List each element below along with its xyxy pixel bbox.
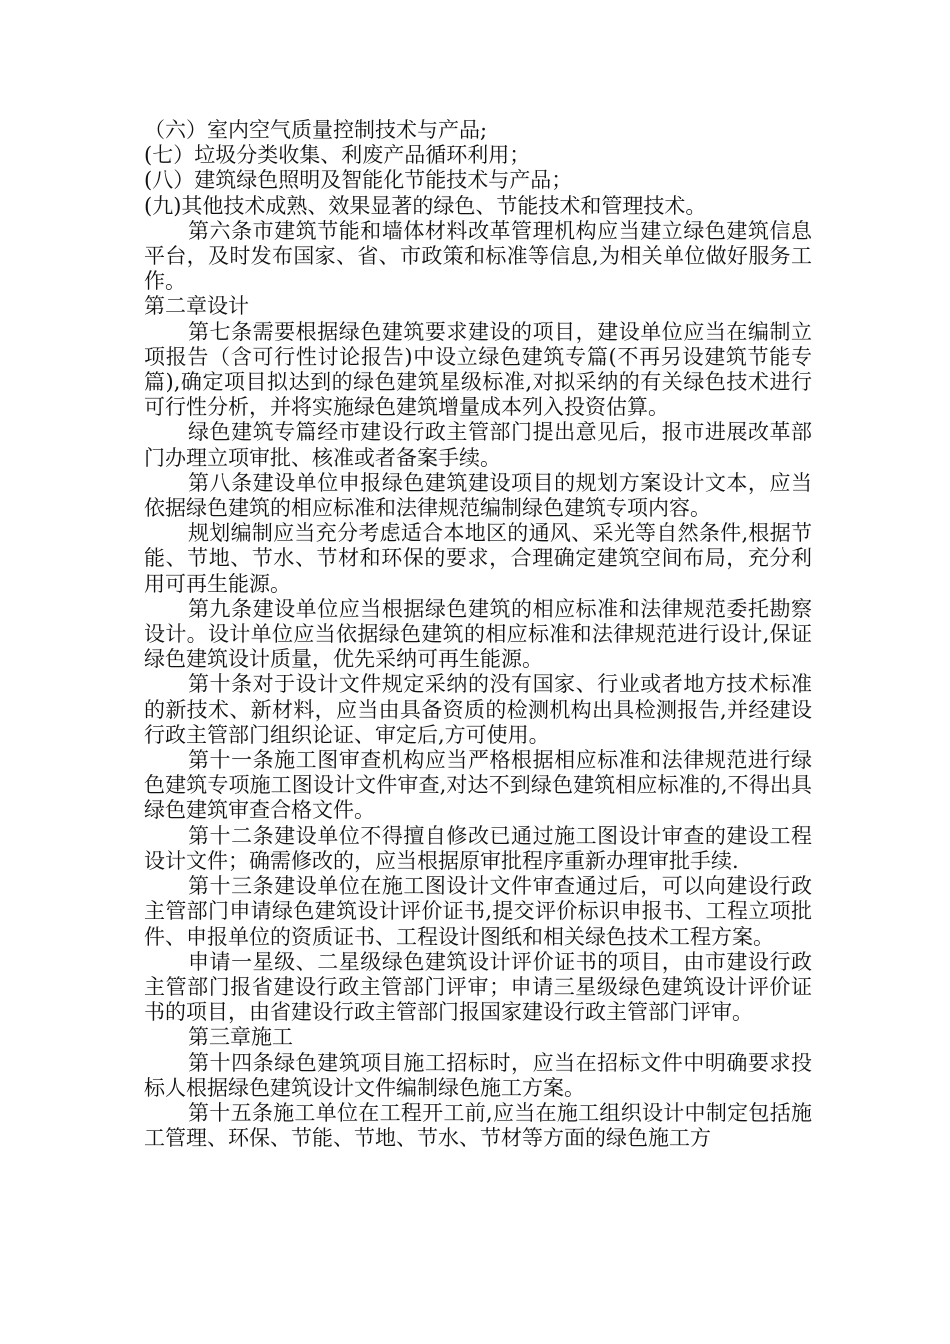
article-11: 第十一条施工图审查机构应当严格根据相应标准和法律规范进行绿色建筑专项施工图设计文件审查,对达不到绿色建筑相应标准的,不得出具绿色建筑审查合格文件。 xyxy=(144,748,812,823)
paragraph: (八）建筑绿色照明及智能化节能技术与产品； xyxy=(144,168,573,193)
paragraph: (七）垃圾分类收集、利废产品循环利用； xyxy=(144,143,531,168)
paragraph: 绿色建筑专篇经市建设行政主管部门提出意见后，报市进展改革部门办理立项审批、核准或者备案手续。 xyxy=(144,420,812,470)
article-8: 第八条建设单位申报绿色建筑建设项目的规划方案设计文本，应当依据绿色建筑的相应标准和法律规范编制绿色建筑专项内容。 xyxy=(144,470,812,521)
paragraph: （六）室内空气质量控制技术与产品; xyxy=(144,118,488,142)
document-body xyxy=(144,118,812,1151)
paragraph: 规划编制应当充分考虑适合本地区的通风、采光等自然条件,根据节能、节地、节水、节材和环保的要求，合理确定建筑空间布局，充分利用可再生能源。 xyxy=(144,521,812,596)
article-10: 第十条对于设计文件规定采纳的没有国家、行业或者地方技术标准的新技术、新材料，应当由具备资质的检测机构出具检测报告,并经建设行政主管部门组织论证、审定后,方可使用。 xyxy=(144,672,812,747)
article-7: 第七条需要根据绿色建筑要求建设的项目，建设单位应当在编制立项报告（含可行性讨论报告)中设立绿色建筑专篇(不再另设建筑节能专篇),确定项目拟达到的绿色建筑星级标准,对拟采纳的有关绿色技术进行可行性分析，并将实施绿色建筑增量成本列入投资估算。 xyxy=(144,319,812,420)
article-14: 第十四条绿色建筑项目施工招标时，应当在招标文件中明确要求投标人根据绿色建筑设计文件编制绿色施工方案。 xyxy=(144,1050,812,1100)
article-9: 第九条建设单位应当根据绿色建筑的相应标准和法律规范委托勘察设计。设计单位应当依据绿色建筑的相应标准和法律规范进行设计,保证绿色建筑设计质量，优先采纳可再生能源。 xyxy=(144,596,812,672)
article-15: 第十五条施工单位在工程开工前,应当在施工组织设计中制定包括施工管理、环保、节能、节地、节水、节材等方面的绿色施工方 xyxy=(144,1100,812,1151)
chapter-heading-construction: 第三章施工 xyxy=(188,1025,293,1050)
article-13: 第十三条建设单位在施工图设计文件审查通过后，可以向建设行政主管部门申请绿色建筑设计评价证书,提交评价标识申报书、工程立项批件、申报单位的资质证书、工程设计图纸和相关绿色技术工程方案。 xyxy=(144,874,812,949)
article-12: 第十二条建设单位不得擅自修改已通过施工图设计审查的建设工程设计文件；确需修改的，应当根据原审批程序重新办理审批手续. xyxy=(144,823,812,873)
chapter-heading-design: 第二章设计 xyxy=(144,294,249,319)
article-6: 第六条市建筑节能和墙体材料改革管理机构应当建立绿色建筑信息平台，及时发布国家、省、市政策和标准等信息,为相关单位做好服务工作。 xyxy=(144,218,812,294)
paragraph: 申请一星级、二星级绿色建筑设计评价证书的项目，由市建设行政主管部门报省建设行政主管部门评审；申请三星级绿色建筑设计评价证书的项目，由省建设行政主管部门报国家建设行政主管部门评审。 xyxy=(144,949,812,1025)
paragraph: (九)其他技术成熟、效果显著的绿色、节能技术和管理技术。 xyxy=(144,193,707,218)
